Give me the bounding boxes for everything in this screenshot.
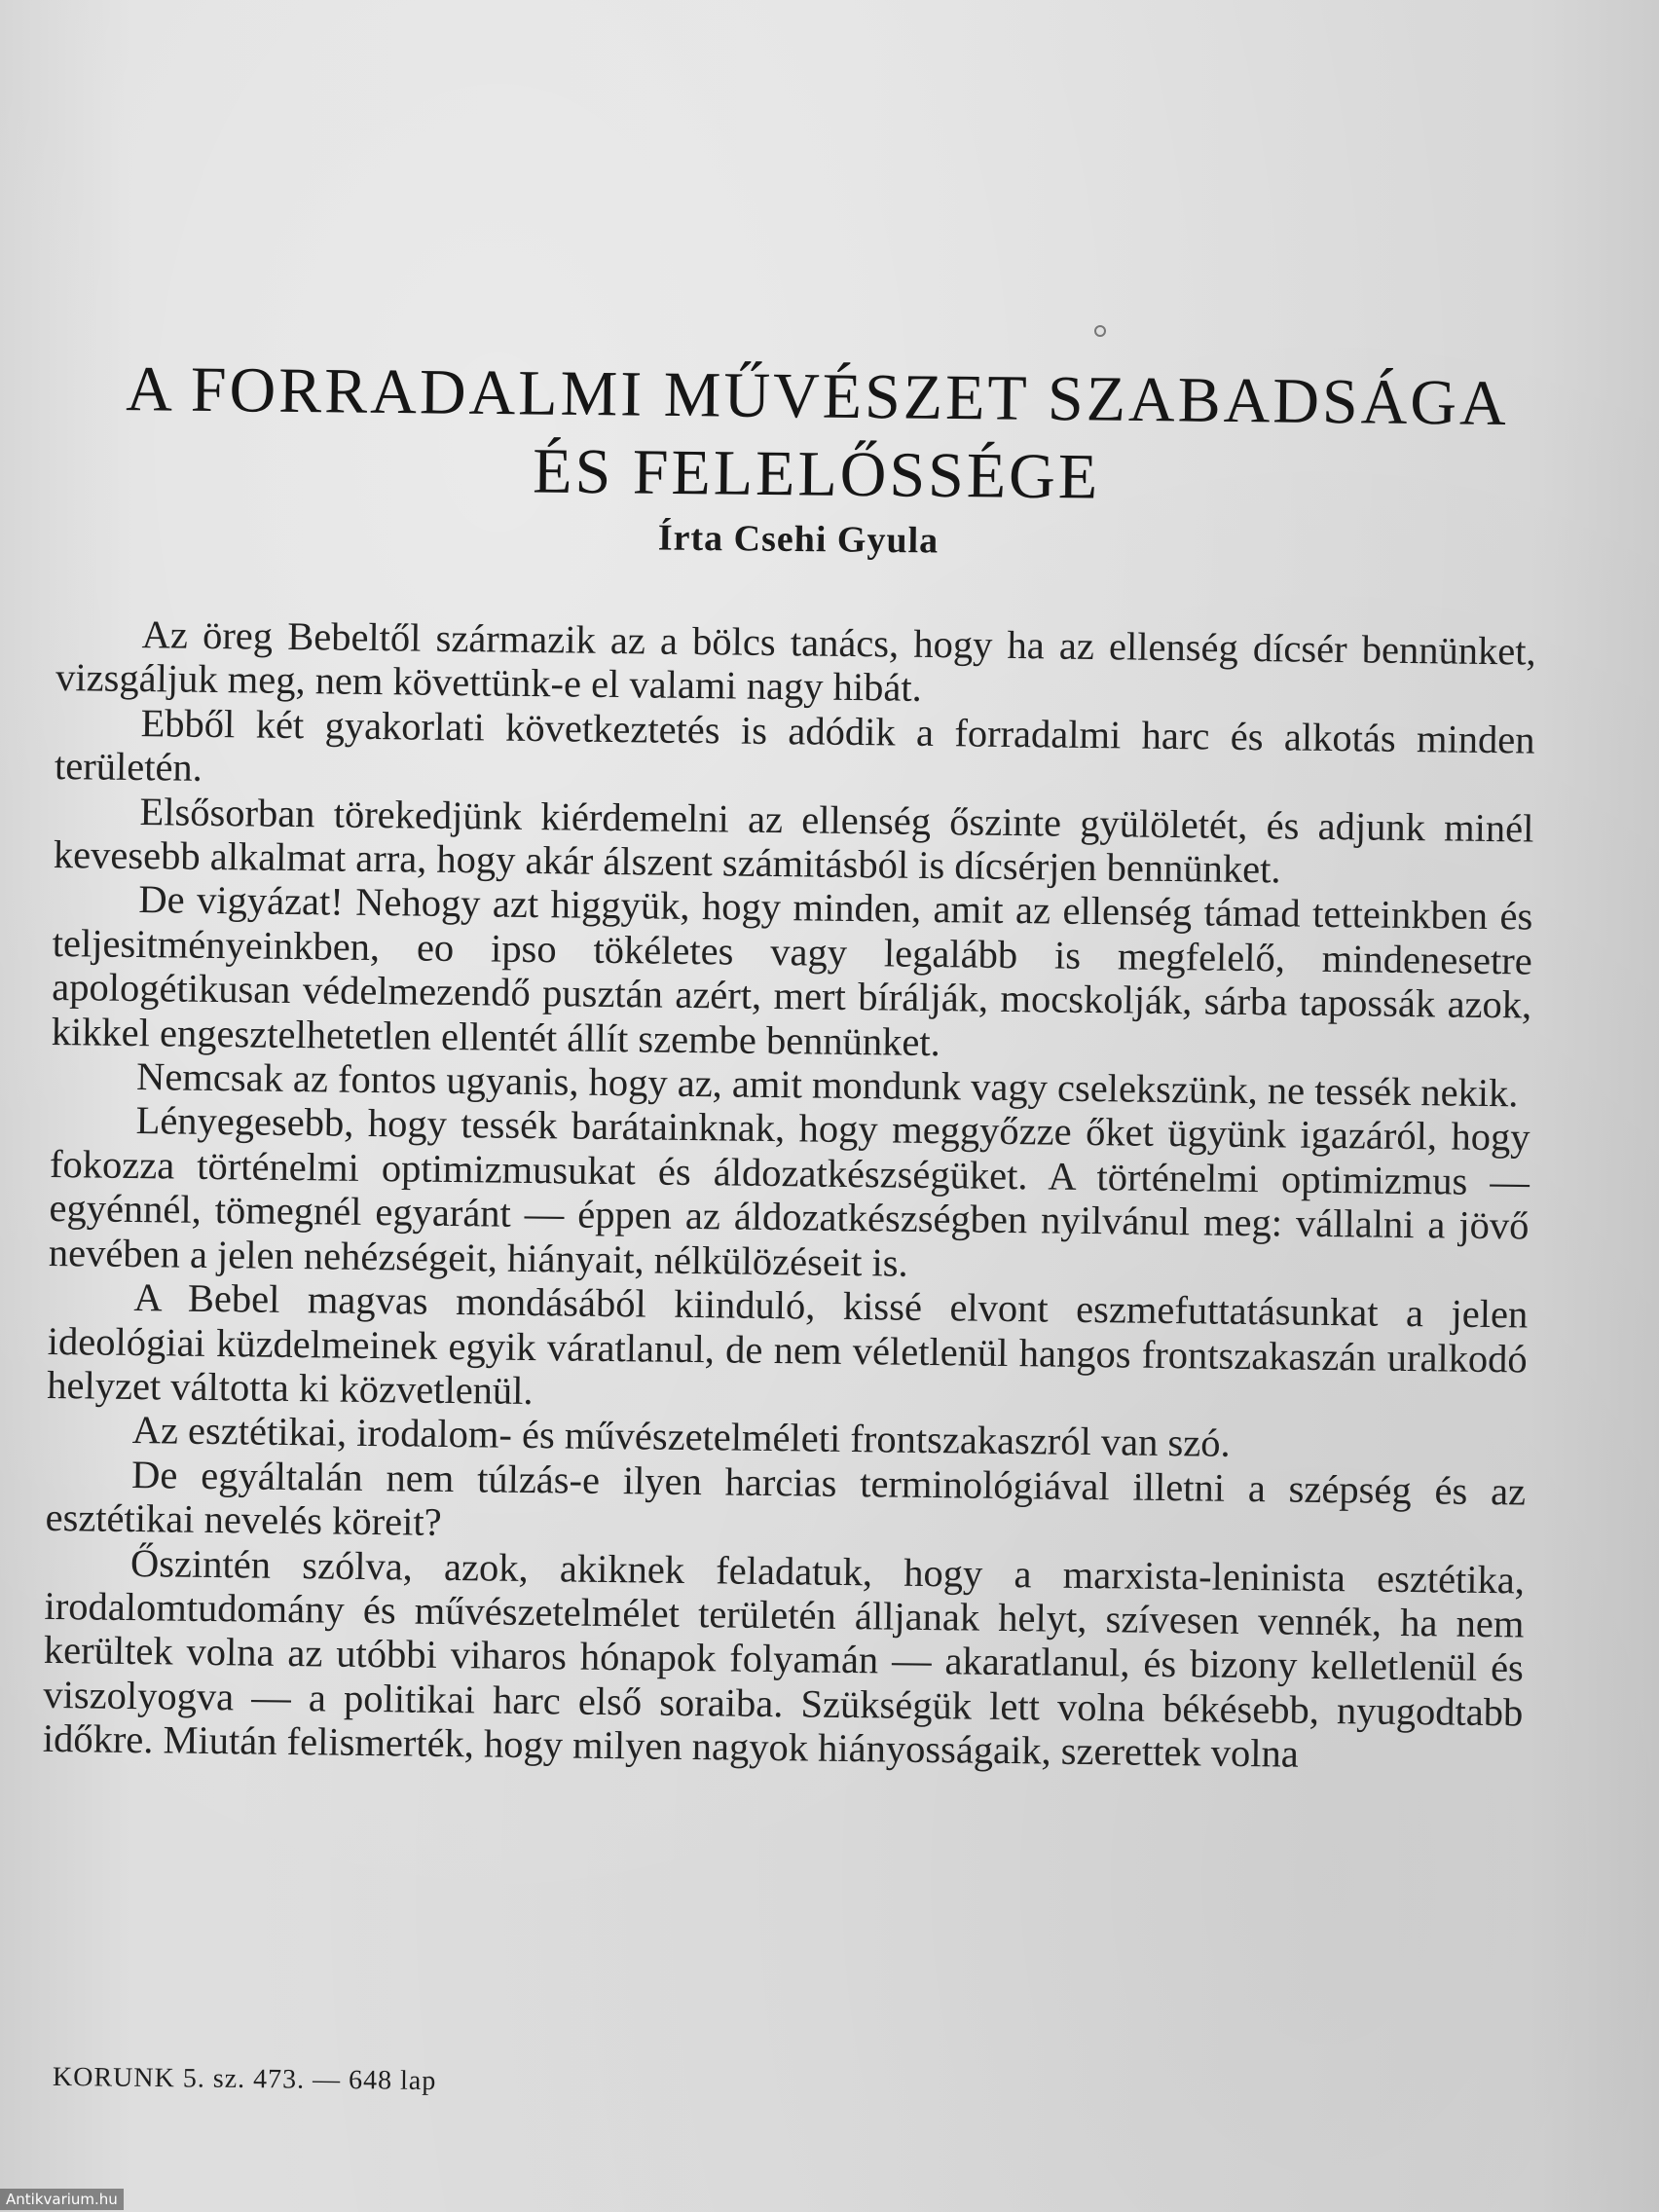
watermark: Antikvarium.hu: [0, 2189, 124, 2210]
paragraph: Őszintén szólva, azok, akiknek feladatuk, hogy a marxista-leninista esztétika, irodalomtudomány és művészetelmélet területén álljanak helyt, szívesen vennék, ha nem kerültek volna az utóbbi viharos hónapok folyamán — akaratlanul, és bizony kelletlenül és viszolyogva — a politikai harc első soraiba. Szükségük lett volna békésebb, nyugodtabb időkre. Miután felismerték, hogy milyen nagyok hiányosságaik, szerettek volna: [42, 1540, 1526, 1776]
print-speck: [1094, 325, 1106, 337]
page-footer: KORUNK 5. sz. 473. — 648 lap: [52, 2061, 437, 2097]
paragraph: Az esztétikai, irodalom- és művészetelméleti frontszakaszról van szó.: [131, 1408, 1231, 1466]
paragraph: De egyáltalán nem túlzás-e ilyen harcias terminológiával illetni a szépség és az esztétikai nevelés köreit?: [45, 1452, 1527, 1545]
paragraph: Nemcsak az fontos ugyanis, hogy az, amit mondunk vagy cselekszünk, ne tessék nekik.: [135, 1054, 1519, 1116]
paragraph: A Bebel magvas mondásából kiinduló, kissé elvont eszmefuttatásunkat a jelen ideológiai küzdelmeinek egyik váratlanul, de nem véletlenül hangos frontszakaszán uralkodó helyzet váltotta ki közvetlenül.: [47, 1275, 1529, 1413]
paragraph: Ebből két gyakorlati következtetés is adódik a forradalmi harc és alkotás minden területén.: [54, 700, 1535, 791]
paragraph: De vigyázat! Nehogy azt higgyük, hogy minden, amit az ellenség támad tetteinkben és teljesitményeinkben, eo ipso tökéletes vagy legalább is megfelelő, mindenesetre apologétikusan védelmezendő pusztán azért, mert bírálják, mocskolják, sárba tapossák azok, kikkel engesztelhetetlen ellentét állít szembe bennünket.: [51, 877, 1533, 1064]
paragraph: Lényegesebb, hogy tessék barátainknak, hogy meggyőzze őket ügyünk igazáról, hogy fokozza történelmi optimizmusukat és áldozatkészségüket. A történelmi optimizmus — egyénnél, tömegnél egyaránt — éppen az áldozatkészségben nyilvánul meg: vállalni a jövő nevében a jelen nehézségeit, hiányait, nélkülözéseit is.: [48, 1098, 1530, 1285]
author-byline: Írta Csehi Gyula: [657, 517, 940, 562]
paragraph: Az öreg Bebeltől származik az a bölcs tanács, hogy ha az ellenség dícsér bennünket, vizsgáljuk meg, nem követtünk-e el valami nagy hibát.: [55, 612, 1536, 711]
article-body: [43, 611, 1536, 1779]
paragraph: Elsősorban törekedjünk kiérdemelni az ellenség őszinte gyülöletét, és adjunk minél kevesebb alkalmat arra, hogy akár álszent számitásból is dícsérjen bennünket.: [53, 789, 1534, 892]
title-line-1: A FORRADALMI MŰVÉSZET SZABADSÁGA: [125, 353, 1510, 439]
title-line-2: ÉS FELELŐSSÉGE: [532, 435, 1101, 513]
article-title: [115, 350, 1519, 521]
